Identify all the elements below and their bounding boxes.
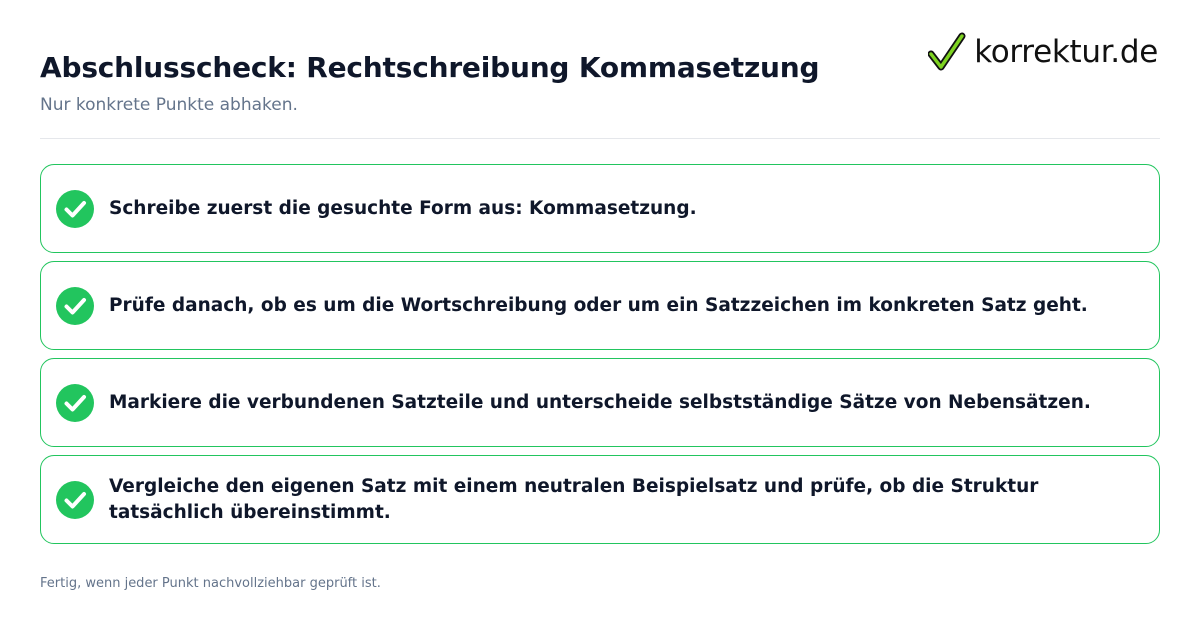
checklist-item-label: Schreibe zuerst die gesuchte Form aus: Kommasetzung.: [109, 197, 697, 219]
footer-note: Fertig, wenn jeder Punkt nachvollziehbar geprüft ist.: [40, 576, 381, 591]
checklist-item[interactable]: [40, 358, 1160, 447]
page-subtitle: Nur konkrete Punkte abhaken.: [40, 95, 298, 115]
header-divider: [40, 138, 1160, 139]
checkmark-logo-icon: [928, 32, 966, 72]
check-circle-icon: [56, 287, 94, 325]
checklist-item[interactable]: [40, 261, 1160, 350]
checklist-item-label: Vergleiche den eigenen Satz mit einem neutralen Beispielsatz und prüfe, ob die Struktur tatsächlich übereinstimmt.: [109, 475, 1039, 523]
check-circle-icon: [56, 481, 94, 519]
check-circle-icon: [56, 190, 94, 228]
checklist-item-label: Prüfe danach, ob es um die Wortschreibung oder um ein Satzzeichen im konkreten Satz geht.: [109, 294, 1088, 316]
checklist-item[interactable]: [40, 164, 1160, 253]
page-title: Abschlusscheck: Rechtschreibung Kommasetzung: [40, 51, 820, 84]
brand-logo[interactable]: [928, 30, 1158, 74]
checklist: [40, 164, 1160, 552]
check-circle-icon: [56, 384, 94, 422]
checklist-item-label: Markiere die verbundenen Satzteile und unterscheide selbstständige Sätze von Nebensätzen.: [109, 391, 1091, 413]
brand-logo-text: korrektur.de: [974, 34, 1158, 70]
checklist-item[interactable]: [40, 455, 1160, 544]
